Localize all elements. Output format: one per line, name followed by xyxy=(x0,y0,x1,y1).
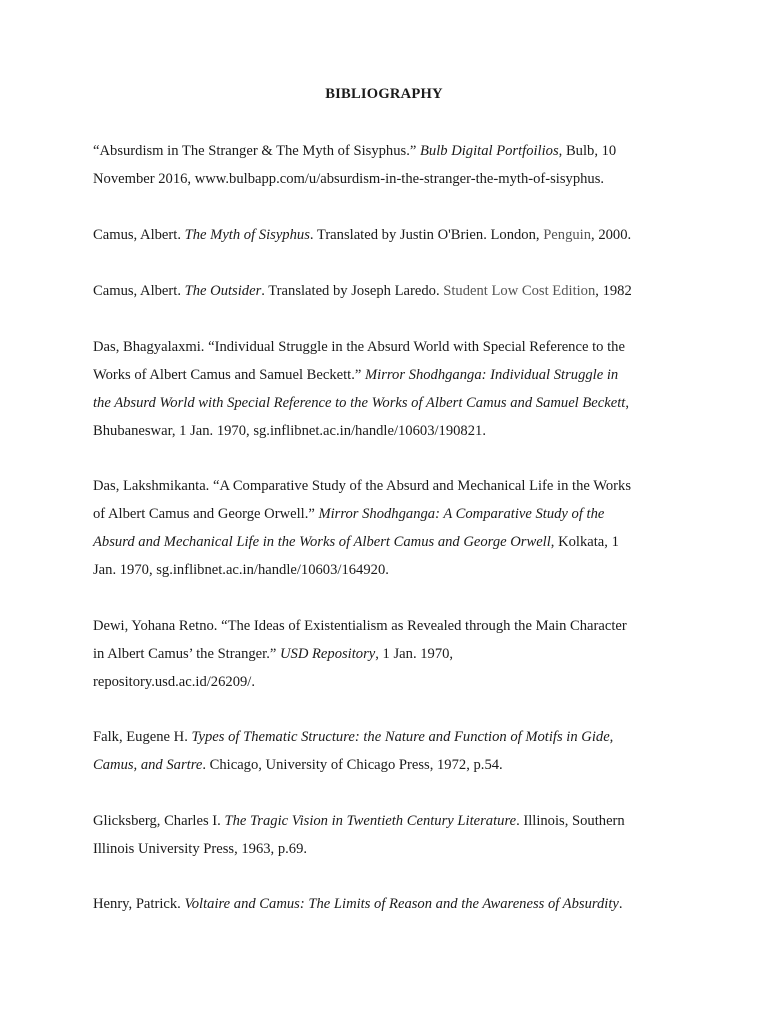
entry-text: Jan. 1970, sg.inflibnet.ac.in/handle/10603/164920. xyxy=(93,562,389,578)
entry-line xyxy=(93,421,486,441)
entry-text: . Chicago, University of Chicago Press, 1972, p.54. xyxy=(202,757,503,773)
entry-line xyxy=(93,755,503,775)
entry-text: Henry, Patrick. xyxy=(93,896,185,912)
entry-line xyxy=(93,225,631,245)
entry-line xyxy=(93,616,627,636)
entry-text: “Absurdism in The Stranger & The Myth of Sisyphus.” xyxy=(93,143,420,159)
entry-text: Student Low Cost Edition xyxy=(443,283,596,299)
entry-text: Das, Lakshmikanta. “A Comparative Study of the Absurd and Mechanical Life in the Works xyxy=(93,478,631,494)
entry-text: Falk, Eugene H. xyxy=(93,729,192,745)
entry-line xyxy=(93,476,631,496)
entry-text: , xyxy=(625,395,629,411)
entry-line xyxy=(93,141,616,161)
entry-text: Illinois University Press, 1963, p.69. xyxy=(93,841,308,857)
italic-title-text: USD Repository xyxy=(279,646,376,662)
italic-title-text: Camus, and Sartre xyxy=(93,757,203,773)
entry-line xyxy=(93,504,604,524)
entry-text: . Translated by Joseph Laredo. xyxy=(261,283,444,299)
entry-text: , 2000. xyxy=(591,227,632,243)
entry-text: , Bulb, 10 xyxy=(558,143,617,159)
entry-text: Camus, Albert. xyxy=(93,227,185,243)
entry-text: in Albert Camus’ the Stranger.” xyxy=(93,646,280,662)
italic-title-text: The Myth of Sisyphus xyxy=(184,227,310,243)
italic-title-text: The Tragic Vision in Twentieth Century Literature xyxy=(224,813,517,829)
entry-line xyxy=(93,644,453,664)
italic-title-text: Bulb Digital Portfoilios xyxy=(419,143,559,159)
italic-title-text: Types of Thematic Structure: the Nature and Function of Motifs in Gide, xyxy=(191,729,614,745)
italic-title-text: Mirror Shodhganga: Individual Struggle in xyxy=(365,367,619,383)
italic-title-text: Absurd and Mechanical Life in the Works of Albert Camus and George Orwell xyxy=(93,534,551,550)
entry-line xyxy=(93,727,613,747)
entry-text: . Illinois, Southern xyxy=(516,813,625,829)
entry-line xyxy=(93,169,604,189)
entry-line xyxy=(93,811,625,831)
italic-title-text: Mirror Shodhganga: A Comparative Study of the xyxy=(318,506,605,522)
entry-line xyxy=(93,281,632,301)
entry-text: of Albert Camus and George Orwell.” xyxy=(93,506,319,522)
entry-line xyxy=(93,532,619,552)
entry-text: . xyxy=(618,896,623,912)
entry-text: repository.usd.ac.id/26209/. xyxy=(93,674,255,690)
entry-line xyxy=(93,839,307,859)
entry-text: , Kolkata, 1 xyxy=(550,534,619,550)
entry-text: Glicksberg, Charles I. xyxy=(93,813,225,829)
italic-title-text: Voltaire and Camus: The Limits of Reason and the Awareness of Absurdity xyxy=(184,896,619,912)
entry-text: Penguin xyxy=(543,227,592,243)
entry-text: Dewi, Yohana Retno. “The Ideas of Existentialism as Revealed through the Main Character xyxy=(93,618,627,634)
entry-line xyxy=(93,393,629,413)
entry-line xyxy=(93,560,389,580)
page-title: BIBLIOGRAPHY xyxy=(325,86,443,102)
entry-text: November 2016, www.bulbapp.com/u/absurdism-in-the-stranger-the-myth-of-sisyphus. xyxy=(93,171,605,187)
entry-line xyxy=(93,894,623,914)
entry-text: , 1 Jan. 1970, xyxy=(375,646,454,662)
entry-text: Das, Bhagyalaxmi. “Individual Struggle in the Absurd World with Special Reference to the xyxy=(93,339,625,355)
italic-title-text: The Outsider xyxy=(184,283,262,299)
entry-line xyxy=(93,365,618,385)
italic-title-text: the Absurd World with Special Reference to the Works of Albert Camus and Samuel Beckett xyxy=(93,395,626,411)
entry-text: Bhubaneswar, 1 Jan. 1970, sg.inflibnet.ac.in/handle/10603/190821. xyxy=(93,423,486,439)
entry-text: , 1982 xyxy=(595,283,632,299)
entry-line xyxy=(93,337,625,357)
entry-line xyxy=(93,672,255,692)
entry-text: Works of Albert Camus and Samuel Beckett.” xyxy=(93,367,365,383)
entry-text: Camus, Albert. xyxy=(93,283,185,299)
entry-text: . Translated by Justin O'Brien. London, xyxy=(309,227,544,243)
